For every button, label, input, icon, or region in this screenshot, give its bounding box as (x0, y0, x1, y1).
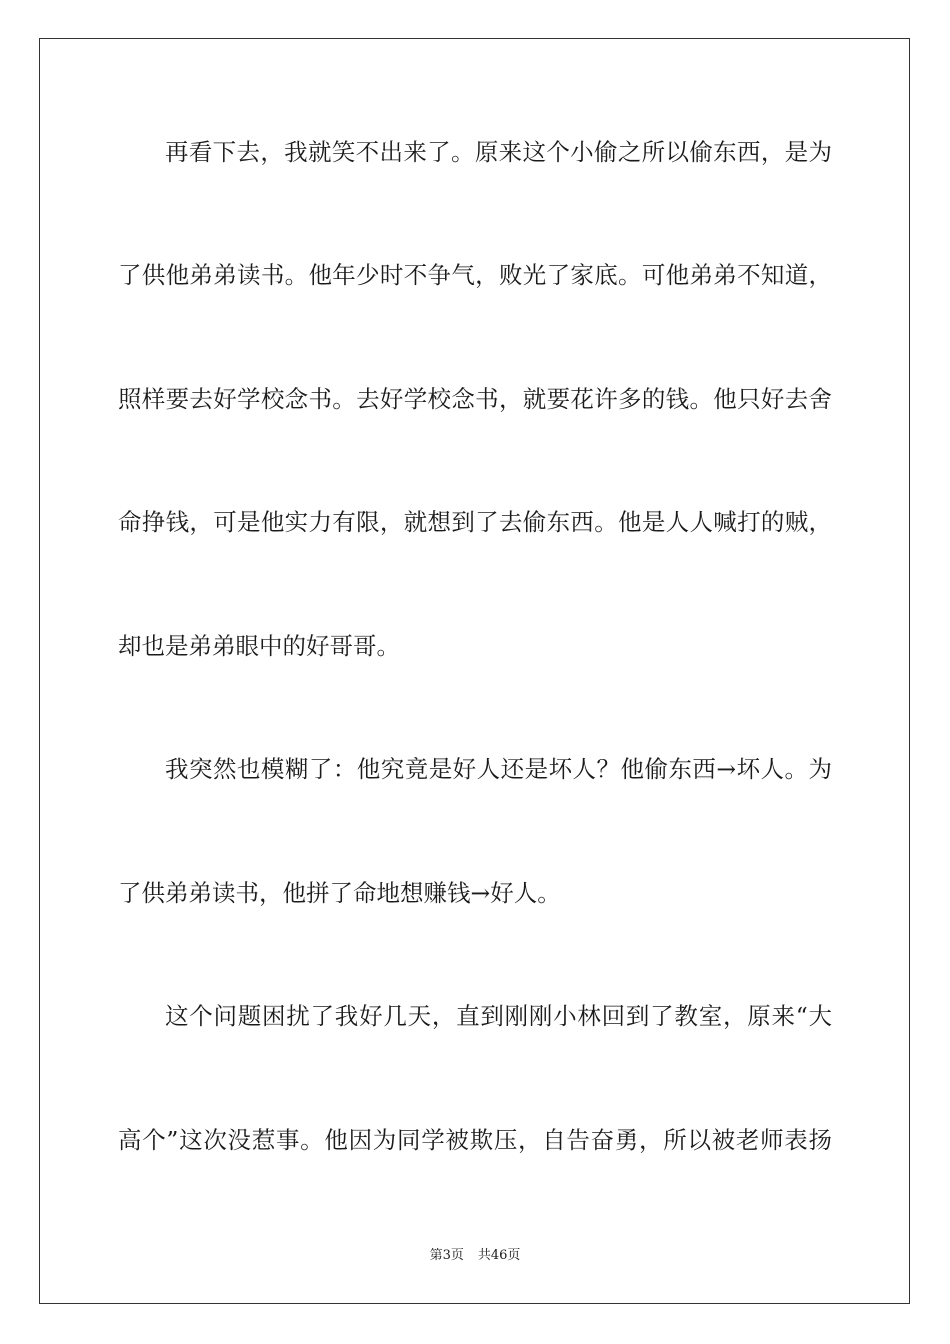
page-total: 共46页 (477, 1248, 521, 1263)
paragraph-1-line-2: 了供他弟弟读书。他年少时不争气，败光了家底。可他弟弟不知道， (118, 261, 832, 289)
paragraph-1-line-4: 命挣钱，可是他实力有限，就想到了去偷东西。他是人人喊打的贼， (118, 508, 832, 536)
page-border (39, 38, 910, 1304)
paragraph-1-line-1: 再看下去，我就笑不出来了。原来这个小偷之所以偷东西，是为 (165, 138, 832, 166)
paragraph-3-line-1: 这个问题困扰了我好几天，直到刚刚小林回到了教室，原来“大 (165, 1002, 832, 1030)
page-number: 第3页 (429, 1248, 464, 1263)
paragraph-3-line-2: 高个”这次没惹事。他因为同学被欺压，自告奋勇，所以被老师表扬 (118, 1126, 832, 1154)
paragraph-2-line-1: 我突然也模糊了：他究竟是好人还是坏人？他偷东西→坏人。为 (165, 755, 832, 783)
page-footer (0, 1247, 950, 1265)
paragraph-1-line-3: 照样要去好学校念书。去好学校念书，就要花许多的钱。他只好去舍 (118, 385, 832, 413)
paragraph-2-line-2: 了供弟弟读书，他拼了命地想赚钱→好人。 (118, 879, 561, 907)
paragraph-1-line-5: 却也是弟弟眼中的好哥哥。 (118, 632, 400, 660)
